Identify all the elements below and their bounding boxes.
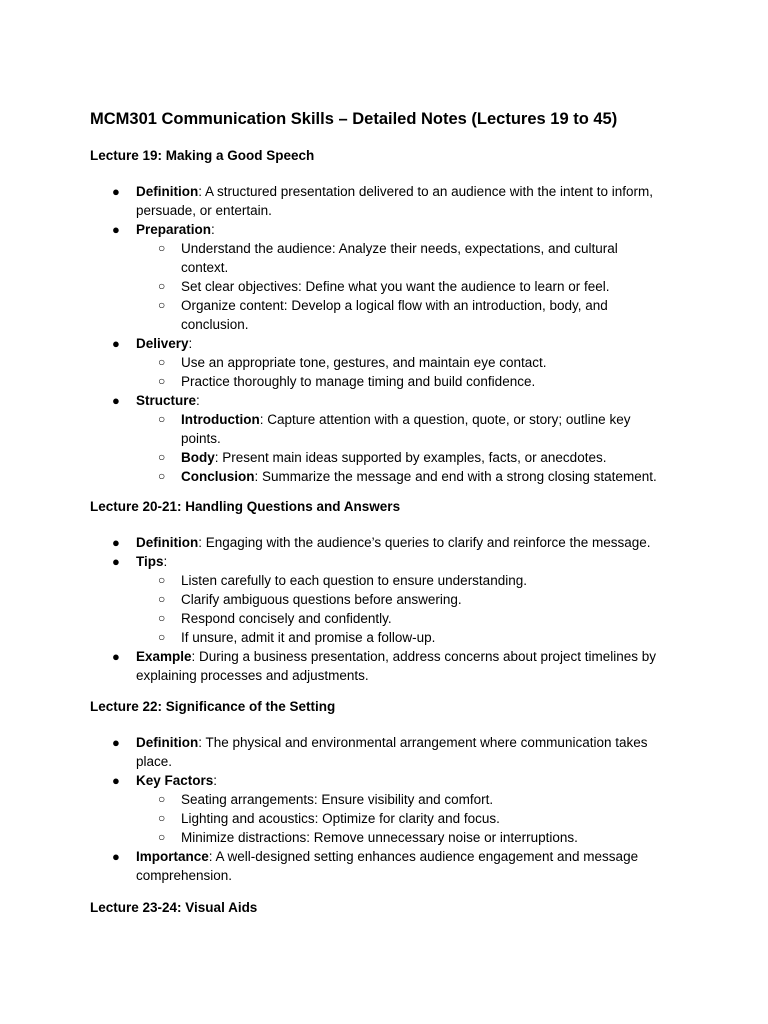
sub-list-item: [136, 590, 667, 609]
term-label: Definition: [136, 535, 199, 550]
sub-bullet-icon: ○: [158, 298, 166, 312]
list-item: [0, 220, 672, 334]
sub-item-text: If unsure, admit it and promise a follow-up.: [181, 630, 436, 645]
sub-item-text: Seating arrangements: Ensure visibility and comfort.: [181, 792, 494, 807]
sub-list: [136, 239, 672, 334]
bullet-icon: ●: [112, 336, 120, 351]
sub-item-text: Lighting and acoustics: Optimize for clarity and focus.: [181, 811, 500, 826]
sub-bullet-icon: ○: [158, 573, 166, 587]
sub-bullet-icon: ○: [158, 792, 166, 806]
bullet-icon: ●: [112, 184, 120, 199]
sub-bullet-icon: ○: [158, 811, 166, 825]
sub-item-text: Respond concisely and confidently.: [181, 611, 392, 626]
sub-list-item: [136, 628, 667, 647]
list-item: [0, 552, 672, 647]
list-item: [0, 391, 672, 486]
sub-term-label: Body: [181, 450, 215, 465]
item-text: :: [196, 393, 200, 408]
sub-list: [136, 571, 672, 647]
section-heading: Lecture 20-21: Handling Questions and Answers: [90, 499, 401, 514]
bullet-icon: ●: [112, 393, 120, 408]
item-text: : A structured presentation delivered to an audience with the intent to inform, persuade, or entertain.: [136, 184, 654, 218]
sub-bullet-icon: ○: [158, 611, 166, 625]
list-item: [0, 733, 672, 771]
sub-list-item: [136, 571, 667, 590]
item-text: :: [163, 554, 168, 569]
sub-item-text: : Present main ideas supported by examples, facts, or anecdotes.: [214, 450, 607, 465]
bullet-icon: ●: [112, 222, 120, 237]
sub-item-text: Minimize distractions: Remove unnecessary noise or interruptions.: [181, 830, 578, 845]
bullet-icon: ●: [112, 649, 120, 664]
sub-item-text: Clarify ambiguous questions before answering.: [181, 592, 462, 607]
sub-list: [136, 790, 672, 847]
bullet-icon: ●: [112, 849, 120, 864]
sub-list-item: [136, 828, 667, 847]
term-label: Importance: [136, 849, 209, 864]
sub-bullet-icon: ○: [158, 450, 166, 464]
bullet-icon: ●: [112, 535, 120, 550]
sub-term-label: Conclusion: [181, 469, 255, 484]
sub-item-text: Organize content: Develop a logical flow with an introduction, body, and conclusion.: [181, 298, 608, 332]
item-text: : The physical and environmental arrangement where communication takes place.: [136, 735, 648, 769]
sub-list-item: [136, 277, 667, 296]
term-label: Key Factors: [136, 773, 214, 788]
sub-bullet-icon: ○: [158, 592, 166, 606]
sub-item-text: : Summarize the message and end with a strong closing statement.: [254, 469, 657, 484]
sub-list-item: [136, 609, 667, 628]
bullet-list: [0, 533, 768, 685]
section-heading: Lecture 22: Significance of the Setting: [90, 699, 336, 714]
section-heading: Lecture 19: Making a Good Speech: [90, 148, 315, 163]
term-label: Definition: [136, 184, 199, 199]
term-label: Structure: [136, 393, 197, 408]
term-label: Definition: [136, 735, 199, 750]
sub-list-item: [136, 410, 667, 448]
sub-bullet-icon: ○: [158, 355, 166, 369]
sub-bullet-icon: ○: [158, 830, 166, 844]
bullet-list: [0, 733, 768, 885]
bullet-icon: ●: [112, 735, 120, 750]
sub-bullet-icon: ○: [158, 469, 166, 483]
sub-bullet-icon: ○: [158, 241, 166, 255]
sub-list-item: [136, 296, 667, 334]
sub-list-item: [136, 239, 667, 277]
list-item: [0, 647, 672, 685]
sub-list-item: [136, 467, 667, 486]
section-heading: Lecture 23-24: Visual Aids: [90, 900, 258, 915]
term-label: Tips: [136, 554, 164, 569]
sub-item-text: Use an appropriate tone, gestures, and maintain eye contact.: [181, 355, 547, 370]
sub-list-item: [136, 372, 667, 391]
document-title: MCM301 Communication Skills – Detailed Notes (Lectures 19 to 45): [90, 110, 618, 128]
sub-list-item: [136, 790, 667, 809]
sub-term-label: Introduction: [181, 412, 260, 427]
sub-bullet-icon: ○: [158, 412, 166, 426]
item-text: :: [213, 773, 218, 788]
item-text: : A well-designed setting enhances audience engagement and message comprehension.: [136, 849, 639, 883]
sub-bullet-icon: ○: [158, 374, 166, 388]
term-label: Example: [136, 649, 192, 664]
sub-list-item: [136, 809, 667, 828]
item-text: : Engaging with the audience’s queries to clarify and reinforce the message.: [198, 535, 651, 550]
list-item: [0, 334, 672, 391]
sub-item-text: Listen carefully to each question to ensure understanding.: [181, 573, 527, 588]
bullet-icon: ●: [112, 554, 120, 569]
sub-bullet-icon: ○: [158, 279, 166, 293]
item-text: : During a business presentation, address concerns about project timelines by explaining processes and adjustments.: [136, 649, 657, 683]
list-item: [0, 771, 672, 847]
list-item: [0, 182, 672, 220]
sub-item-text: Practice thoroughly to manage timing and build confidence.: [181, 374, 536, 389]
item-text: :: [188, 336, 193, 351]
sub-item-text: : Capture attention with a question, quote, or story; outline key points.: [181, 412, 631, 446]
sub-list-item: [136, 448, 667, 467]
sub-item-text: Set clear objectives: Define what you want the audience to learn or feel.: [181, 279, 610, 294]
bullet-list: [0, 182, 768, 486]
sub-item-text: Understand the audience: Analyze their needs, expectations, and cultural context.: [181, 241, 618, 275]
sub-list: [136, 410, 672, 486]
list-item: [0, 847, 672, 885]
item-text: :: [211, 222, 215, 237]
sub-list: [136, 353, 672, 391]
bullet-icon: ●: [112, 773, 120, 788]
list-item: [0, 533, 672, 552]
sub-list-item: [136, 353, 667, 372]
term-label: Delivery: [136, 336, 189, 351]
sub-bullet-icon: ○: [158, 630, 166, 644]
term-label: Preparation: [136, 222, 212, 237]
